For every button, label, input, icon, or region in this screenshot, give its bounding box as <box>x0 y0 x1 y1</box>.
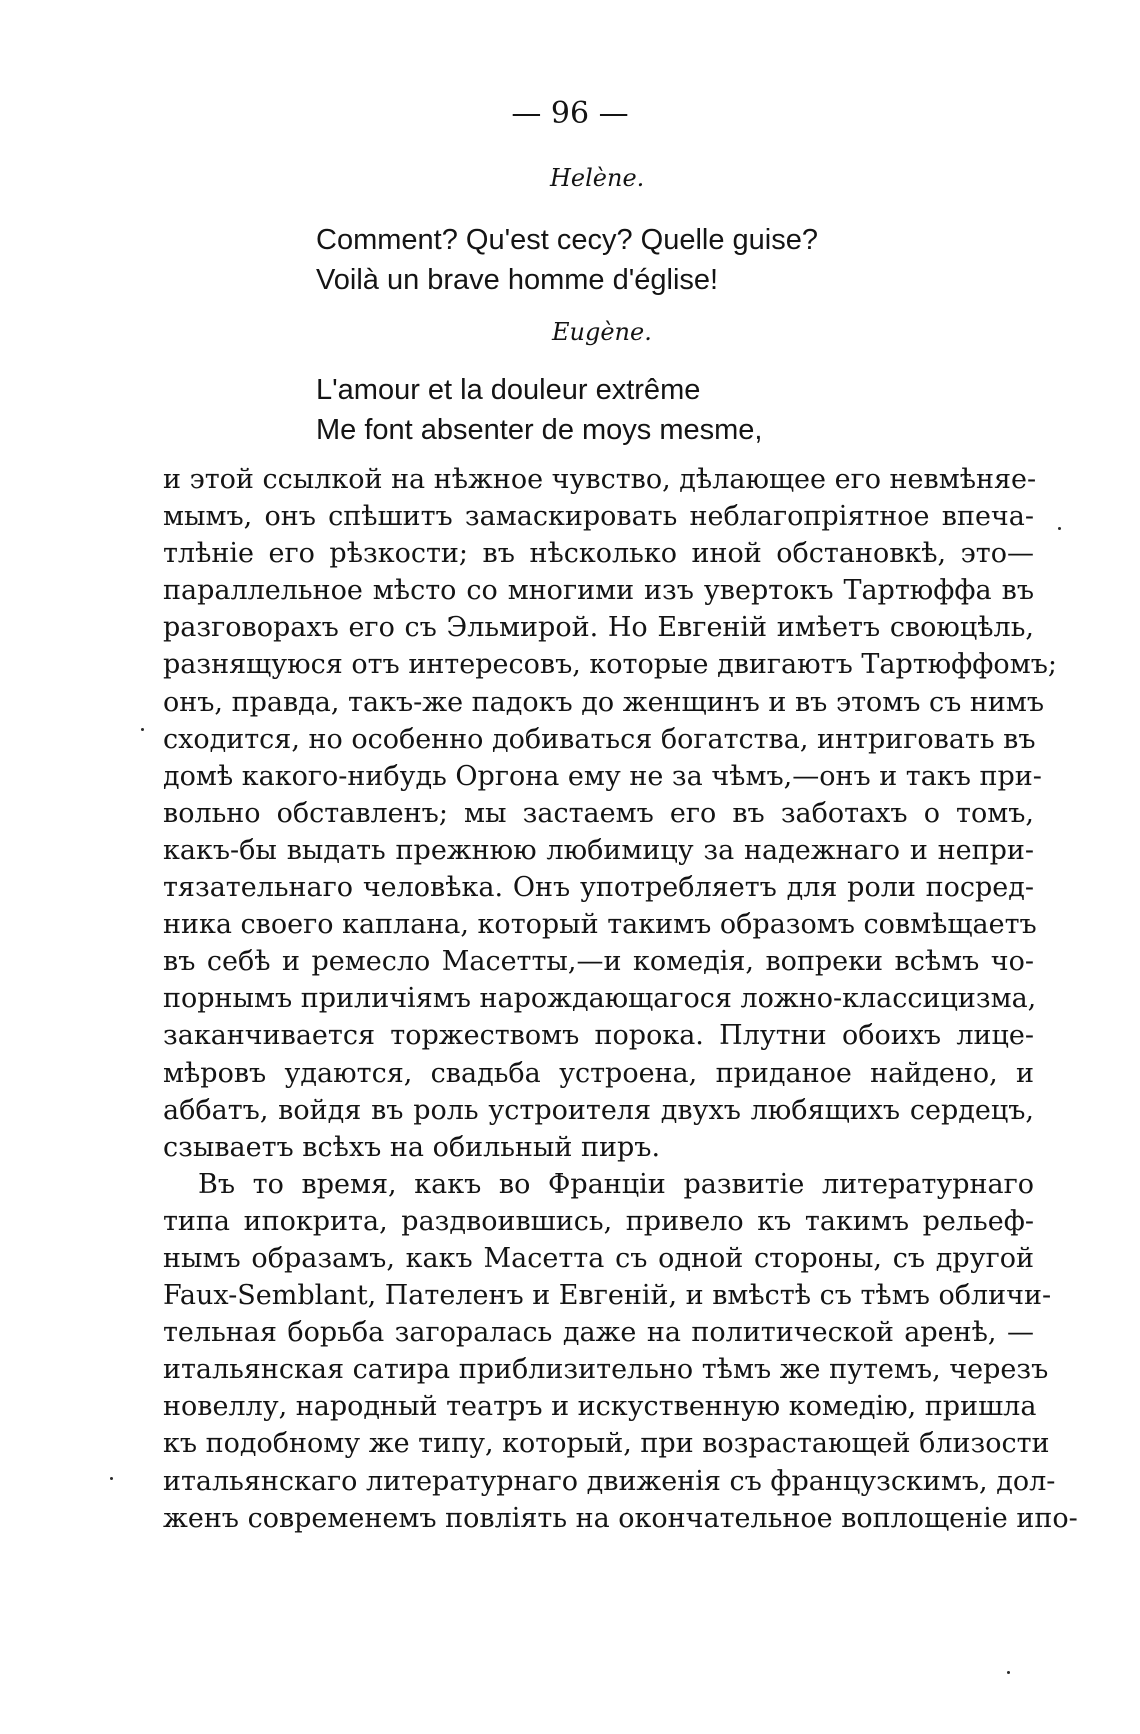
text-line: женъ современемъ повліять на окончательное воплощеніе ипо- <box>163 1502 1078 1534</box>
text-line: Въ то время, какъ во Франціи развитіе литературнаго <box>198 1168 1034 1200</box>
verse-line: Comment? Qu'est cecy? Quelle guise? <box>316 224 819 256</box>
text-line: сзываетъ всѣхъ на обильный пиръ. <box>163 1131 661 1163</box>
scan-speck <box>1007 1671 1010 1674</box>
text-line: типа ипокрита, раздвоившись, привело къ такимъ рельеф- <box>163 1205 1034 1237</box>
text-line: тлѣніе его рѣзкости; въ нѣсколько иной обстановкѣ, это— <box>163 538 1034 570</box>
text-line: какъ-бы выдать прежнюю любимицу за надежнаго и непри- <box>163 834 1034 866</box>
text-line: порнымъ приличіямъ нарождающагося ложно-классицизма, <box>163 983 1037 1015</box>
text-line: нымъ образамъ, какъ Масетта съ одной стороны, съ другой <box>163 1242 1034 1274</box>
scan-speck <box>141 728 144 731</box>
text-line: разнящуюся отъ интересовъ, которые двигаютъ Тартюффомъ; <box>163 649 1057 681</box>
page-number: — 96 — <box>511 96 629 131</box>
scan-speck <box>110 1477 113 1480</box>
speaker-name-eugene: Eugène. <box>552 318 652 346</box>
body-text <box>163 461 1078 1537</box>
text-line: и этой ссылкой на нѣжное чувство, дѣлающее его невмѣняе- <box>163 464 1037 495</box>
text-line: мымъ, онъ спѣшитъ замаскировать неблагопріятное впеча- <box>163 501 1034 533</box>
text-line: разговорахъ его съ Эльмирой. Но Евгеній имѣетъ своюцѣль, <box>163 612 1034 644</box>
verse-block-helene <box>316 220 818 300</box>
text-line: тельная борьба загоралась даже на политической аренѣ, — <box>163 1317 1034 1349</box>
scan-speck <box>1058 527 1061 530</box>
text-line: въ себѣ и ремесло Масетты,—и комедія, вопреки всѣмъ чо- <box>163 946 1034 978</box>
verse-line: Me font absenter de moys mesme, <box>316 414 763 446</box>
text-line: заканчивается торжествомъ порока. Плутни обоихъ лице- <box>163 1020 1034 1052</box>
paragraph-2 <box>163 1166 1078 1537</box>
paragraph-1 <box>163 461 1057 1166</box>
text-line: итальянскаго литературнаго движенія съ французскимъ, дол- <box>163 1465 1056 1497</box>
text-line: домѣ какого-нибудь Оргона ему не за чѣмъ,—онъ и такъ при- <box>163 760 1042 792</box>
verse-block-eugene <box>316 370 762 450</box>
text-line: параллельное мѣсто со многими изъ увертокъ Тартюффа въ <box>163 575 1034 607</box>
text-line: къ подобному же типу, который, при возрастающей близости <box>163 1428 1050 1460</box>
verse-line: L'amour et la douleur extrême <box>316 374 701 406</box>
text-line: сходится, но особенно добиваться богатства, интриговать въ <box>163 723 1036 755</box>
speaker-name-helene: Helène. <box>550 164 645 192</box>
text-line: Faux-Semblant, Пателенъ и Евгеній, и вмѣстѣ съ тѣмъ обличи- <box>163 1280 1052 1312</box>
text-line: тязательнаго человѣка. Онъ употребляетъ для роли посред- <box>163 872 1034 904</box>
verse-line: Voilà un brave homme d'église! <box>316 264 719 296</box>
text-line: аббатъ, войдя въ роль устроителя двухъ любящихъ сердецъ, <box>163 1094 1034 1126</box>
text-line: итальянская сатира приблизительно тѣмъ же путемъ, черезъ <box>163 1354 1049 1386</box>
text-line: мѣровъ удаются, свадьба устроена, приданое найдено, и <box>163 1057 1034 1089</box>
text-line: онъ, правда, такъ-же падокъ до женщинъ и въ этомъ съ нимъ <box>163 686 1045 718</box>
text-line: новеллу, народный театръ и искуственную комедію, пришла <box>163 1391 1037 1423</box>
text-line: ника своего каплана, который такимъ образомъ совмѣщаетъ <box>163 909 1037 941</box>
text-line: вольно обставленъ; мы застаемъ его въ заботахъ о томъ, <box>163 797 1034 829</box>
